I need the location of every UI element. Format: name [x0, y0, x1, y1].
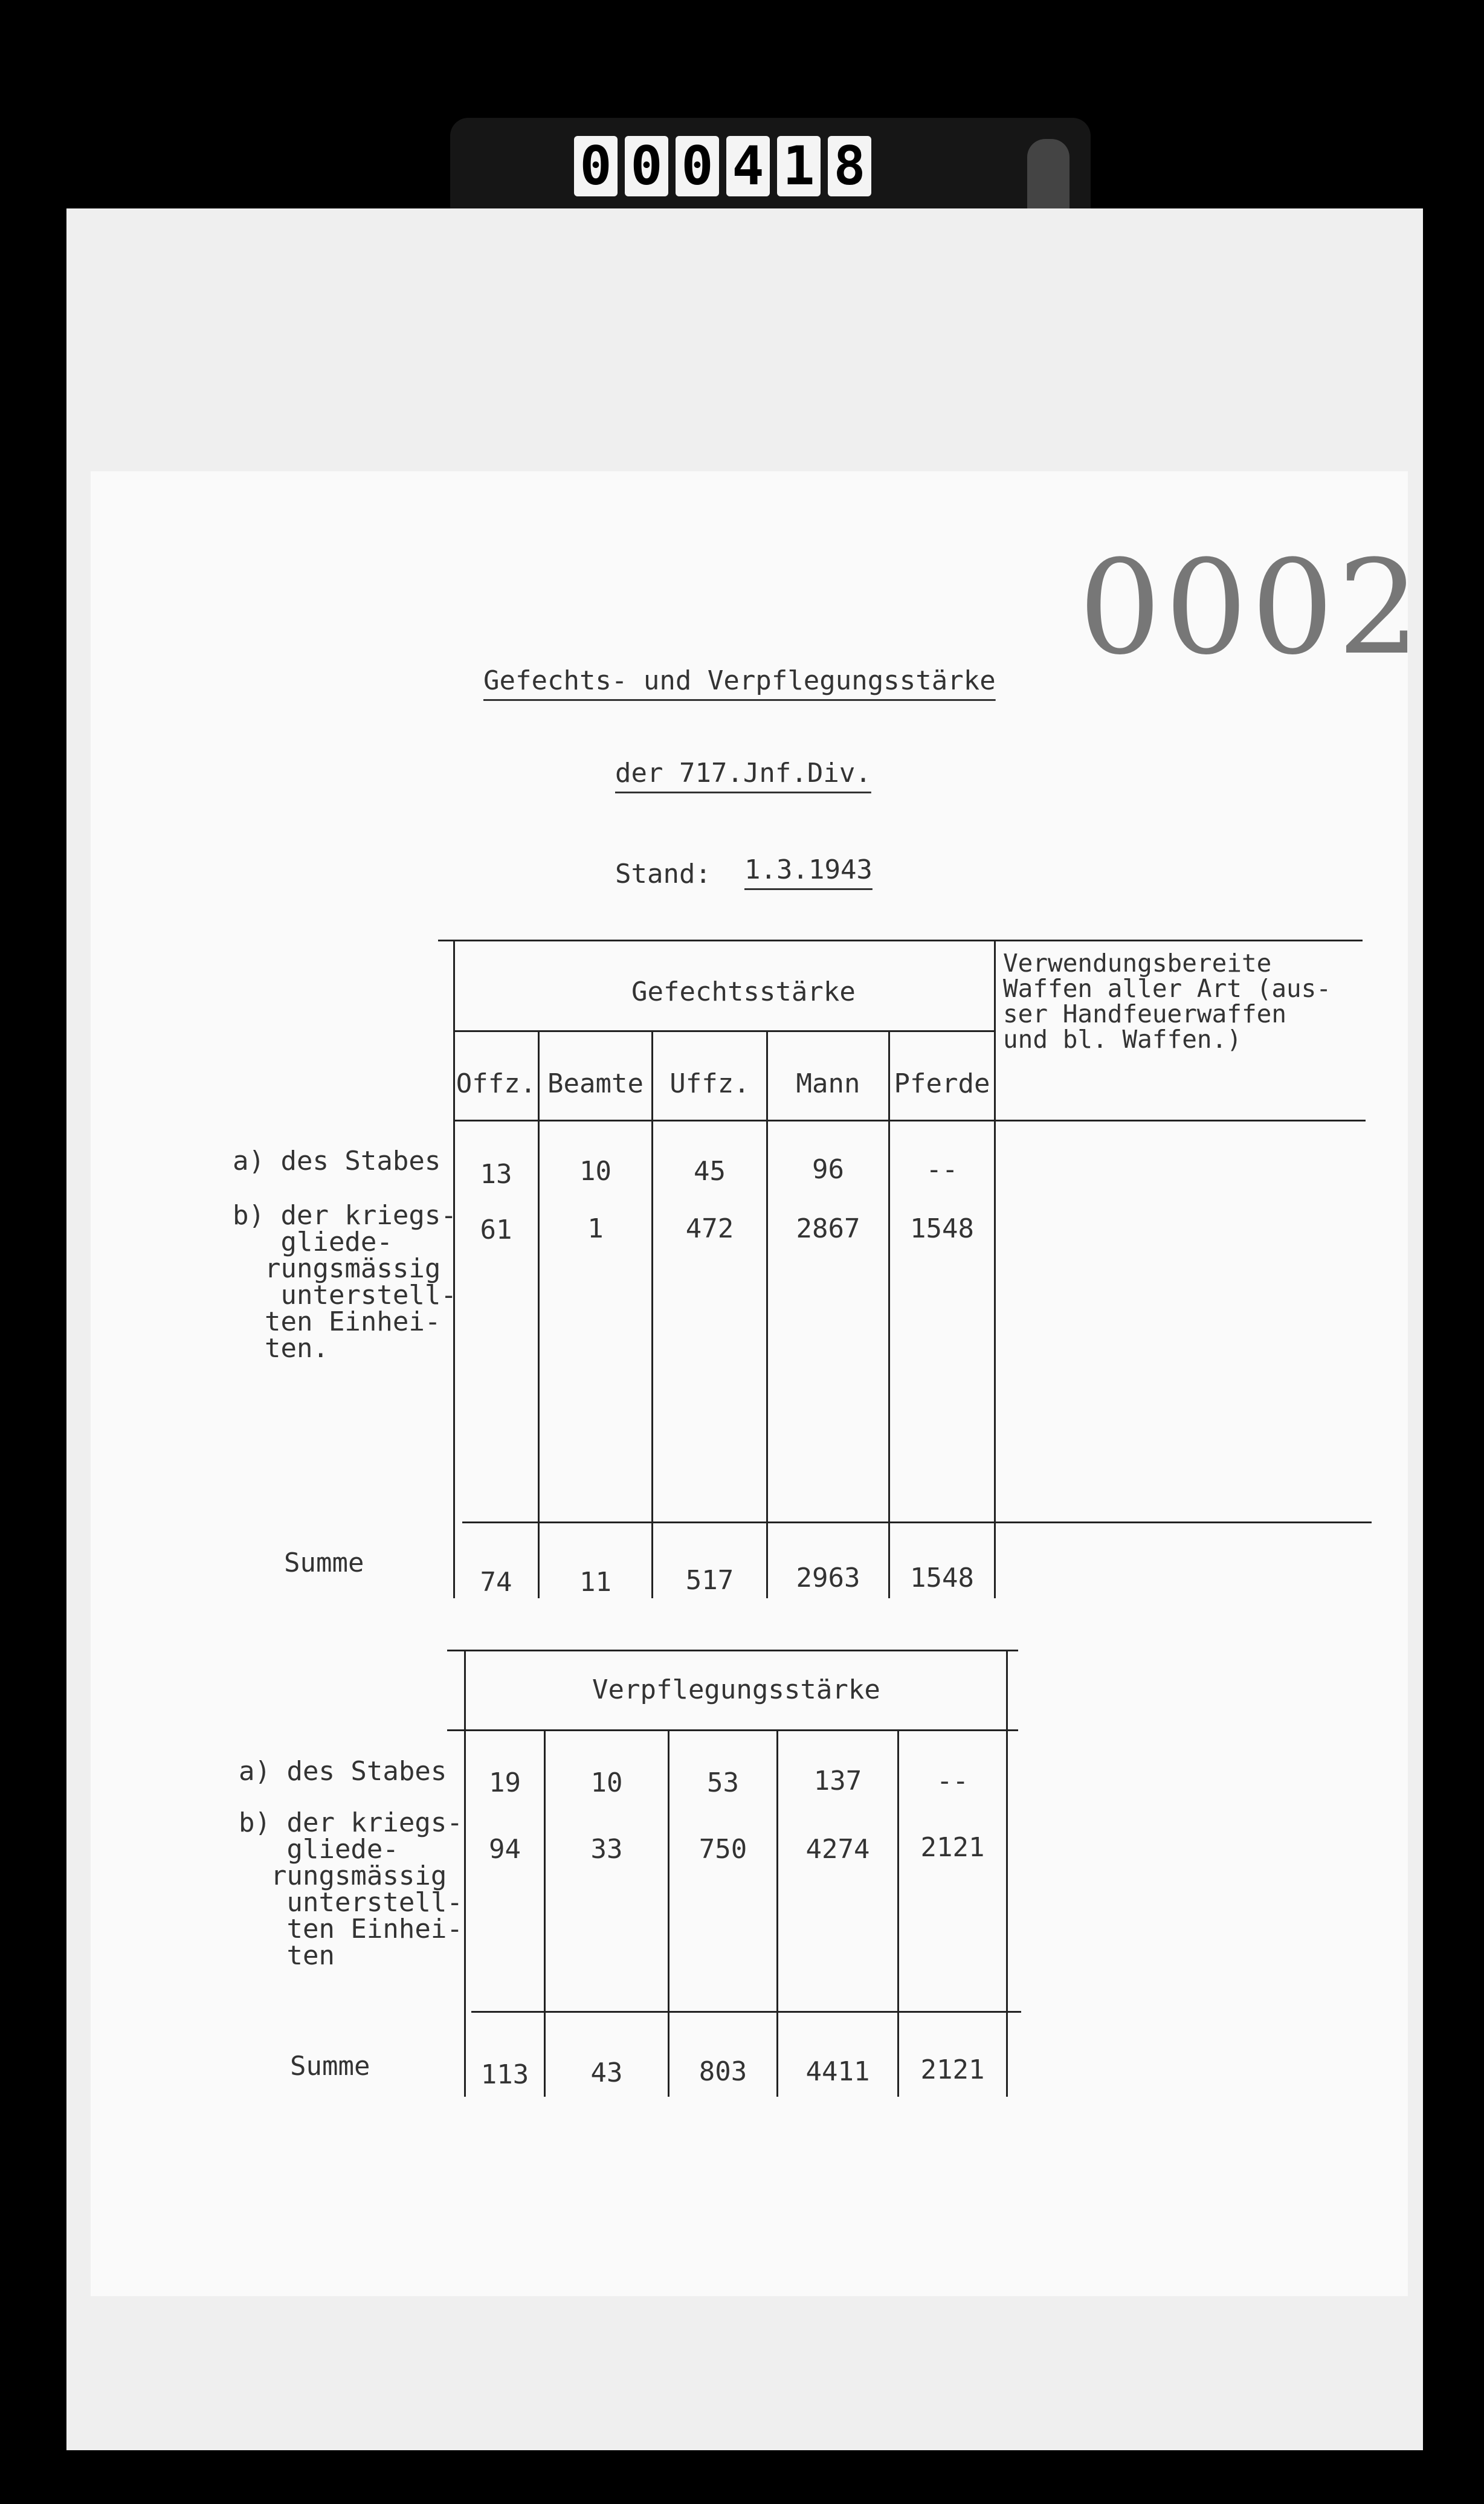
- table1-weapons-header: Verwendungsbereite Waffen aller Art (aus- ser Handfeuerwaffen und bl. Waffen.): [1003, 949, 1332, 1054]
- table1-cell: 45: [694, 1156, 726, 1187]
- table1-col-header: Pferde: [894, 1068, 990, 1099]
- table2-cell: 33: [590, 1834, 623, 1865]
- table1-cell: 472: [685, 1213, 734, 1244]
- table2-cell: 94: [489, 1834, 521, 1865]
- table2-row-label: a) des Stabes: [239, 1756, 447, 1787]
- table2-sum-cell: 43: [590, 2057, 623, 2088]
- table1-cell: 2867: [796, 1213, 860, 1244]
- table1-sum-cell: 1548: [910, 1563, 974, 1593]
- table2-col-line: [1006, 1650, 1008, 2097]
- table1-col-line: [766, 1030, 768, 1598]
- counter-digit: 4: [726, 136, 770, 196]
- counter-digit: 0: [574, 136, 618, 196]
- table1-cell: 1: [587, 1213, 604, 1244]
- table1-row-label: b) der kriegs- gliede- rungsmässig unterstell- ten Einhei- ten.: [233, 1200, 457, 1364]
- table2-group-title: Verpflegungsstärke: [592, 1674, 880, 1705]
- table2-cell: 4274: [805, 1834, 870, 1865]
- table1-sum-cell: 11: [579, 1567, 611, 1598]
- table1-top-rule: [438, 940, 1363, 941]
- table2-row-label: b) der kriegs- gliede- rungsmässig unterstell- ten Einhei- ten: [239, 1807, 463, 1971]
- table2-cell: --: [937, 1766, 969, 1796]
- counter-digit: 1: [777, 136, 821, 196]
- counter-digit: 0: [625, 136, 668, 196]
- table2-sum-cell: 113: [480, 2059, 529, 2090]
- table1-group-title: Gefechtsstärke: [631, 976, 856, 1007]
- table1-sum-rule: [462, 1521, 1372, 1523]
- film-counter: [574, 136, 871, 205]
- table2-cell: 53: [707, 1767, 739, 1798]
- counter-digit: 8: [828, 136, 871, 196]
- stand-date: 1.3.1943: [744, 854, 873, 885]
- table2-cell: 2121: [920, 1832, 985, 1863]
- table2-header-rule: [447, 1729, 1018, 1731]
- table1-col-header: Uffz.: [669, 1068, 750, 1099]
- table1-col-header: Beamte: [547, 1068, 644, 1099]
- table2-sum-cell: 4411: [805, 2056, 870, 2087]
- table2-sum-cell: 803: [698, 2056, 747, 2087]
- table2-top-rule: [447, 1650, 1018, 1651]
- table1-col-line: [651, 1030, 653, 1598]
- stand-label: Stand:: [615, 859, 711, 889]
- table2-cell: 137: [813, 1766, 862, 1796]
- table1-cell: 1548: [910, 1213, 974, 1244]
- table1-sum-cell: 74: [480, 1567, 512, 1598]
- table1-cell: 61: [480, 1215, 512, 1245]
- table1-cell: 96: [812, 1154, 844, 1185]
- table1-col-header: Mann: [796, 1068, 860, 1099]
- document-page: [91, 471, 1408, 2296]
- table2-cell: 10: [590, 1767, 623, 1798]
- table2-sum-rule: [471, 2011, 1021, 2013]
- table1-col-header: Offz.: [456, 1068, 537, 1099]
- table2-sum-cell: 2121: [920, 2054, 985, 2085]
- table1-sum-cell: 517: [685, 1565, 734, 1596]
- table2-cell: 19: [489, 1767, 521, 1798]
- table1-cell: --: [926, 1154, 958, 1185]
- table1-cell: 10: [579, 1156, 611, 1187]
- document-subtitle: der 717.Jnf.Div.: [615, 758, 871, 789]
- table1-col-line: [888, 1030, 890, 1598]
- table2-col-line: [464, 1650, 466, 2097]
- page-number-stamp: 0002: [1079, 532, 1424, 683]
- document-title: Gefechts- und Verpflegungsstärke: [483, 665, 996, 696]
- table1-header-rule: [453, 1120, 1366, 1121]
- table1-col-line: [538, 1030, 540, 1598]
- table1-col-line: [994, 940, 996, 1598]
- table1-row-label: a) des Stabes: [233, 1146, 441, 1176]
- table2-cell: 750: [698, 1834, 747, 1865]
- table1-sum-label: Summe: [284, 1547, 364, 1578]
- table1-group-rule: [453, 1030, 994, 1032]
- table1-cell: 13: [480, 1159, 512, 1190]
- table2-sum-label: Summe: [290, 2051, 370, 2082]
- table1-sum-cell: 2963: [796, 1563, 860, 1593]
- counter-digit: 0: [676, 136, 719, 196]
